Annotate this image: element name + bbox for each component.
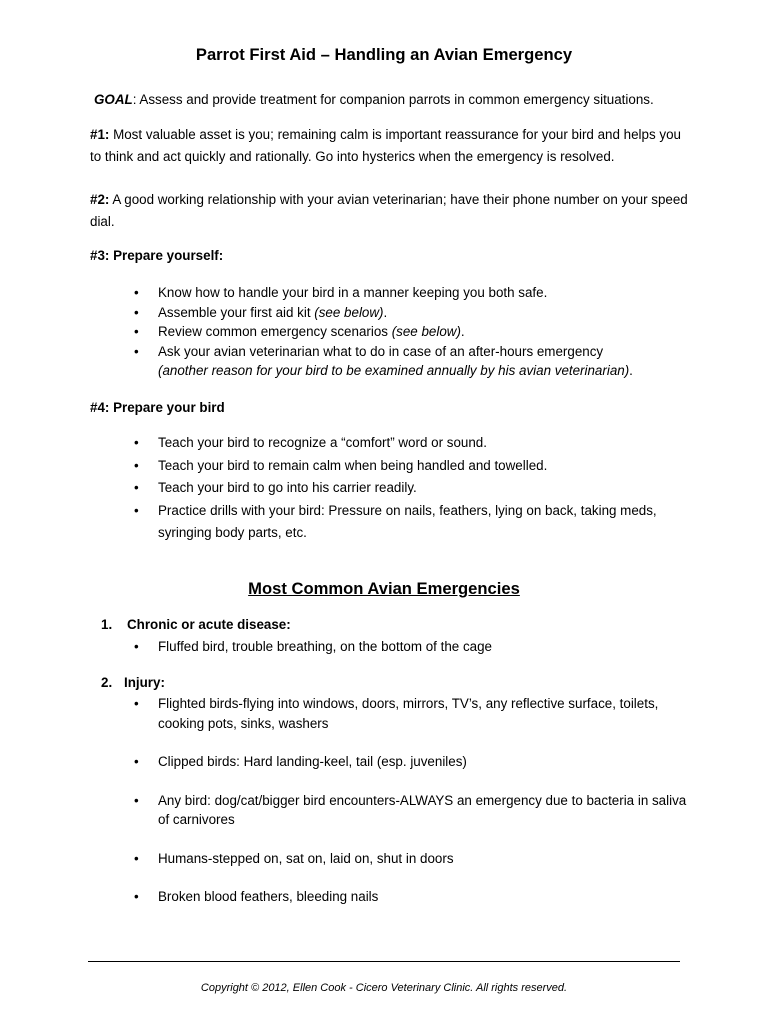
list-item: • Flighted birds-flying into windows, doors, mirrors, TV’s, any reflective surface, toilets, cooking pots, sinks, washers (134, 696, 659, 731)
goal-text: : Assess and provide treatment for companion parrots in common emergency situations. (132, 92, 654, 107)
list-item: • Teach your bird to remain calm when being handled and towelled. (134, 455, 694, 478)
list-item: • Broken blood feathers, bleeding nails (134, 887, 694, 907)
bullet-icon: • (134, 457, 139, 473)
list-item: • Assemble your first aid kit (see below). (134, 303, 694, 323)
bullet-icon: • (134, 480, 139, 495)
emergency-1-number: 1. (101, 617, 113, 632)
point-2-paragraph (90, 189, 690, 233)
point-4-heading: #4: Prepare your bird (90, 400, 225, 415)
list-item: • Ask your avian veterinarian what to do in case of an after-hours emergency (another reason for your bird to be examined annually by his avian veterinarian). (134, 343, 633, 378)
emergency-2-list (134, 694, 694, 907)
point-2-label: #2: (90, 192, 110, 207)
bullet-icon: • (134, 435, 139, 450)
list-item: • Teach your bird to go into his carrier readily. (134, 477, 694, 500)
point-1-text: Most valuable asset is you; remaining calm is important reassurance for your bird and helps you to think and act quickly and rationally. Go into hysterics when the emergency is resolved. (90, 127, 681, 164)
bullet-icon: • (134, 792, 139, 808)
emergency-2-number: 2. (101, 675, 113, 690)
emergency-1-title: Chronic or acute disease: (127, 617, 291, 632)
page-title: Parrot First Aid – Handling an Avian Emergency (195, 45, 573, 64)
bullet-icon: • (134, 889, 139, 904)
bullet-icon: • (134, 696, 139, 711)
list-item: • Clipped birds: Hard landing-keel, tail (esp. juveniles) (134, 752, 694, 772)
list-item: • Practice drills with your bird: Pressure on nails, feathers, lying on back, taking meds, syringing body parts, etc. (134, 500, 694, 545)
list-item: • Teach your bird to recognize a “comfort” word or sound. (134, 432, 694, 455)
point-3-heading: #3: Prepare yourself: (90, 248, 224, 263)
point-1-paragraph (90, 124, 690, 168)
bullet-icon: • (134, 324, 139, 339)
bullet-icon: • (134, 754, 139, 769)
point-2-text: A good working relationship with your avian veterinarian; have their phone number on your speed dial. (90, 192, 688, 229)
emergency-2-title: Injury: (124, 675, 165, 690)
list-item: • Humans-stepped on, sat on, laid on, shut in doors (134, 849, 694, 869)
bullet-icon: • (134, 343, 139, 359)
prepare-yourself-list (134, 283, 694, 381)
copyright-footer: Copyright © 2012, Ellen Cook - Cicero Veterinary Clinic. All rights reserved. (200, 982, 568, 994)
list-item: • Review common emergency scenarios (see below). (134, 322, 694, 342)
prepare-bird-list (134, 432, 694, 545)
point-1-label: #1: (90, 127, 110, 142)
bullet-icon: • (134, 850, 139, 866)
list-item: • Fluffed bird, trouble breathing, on the bottom of the cage (134, 637, 694, 657)
bullet-icon: • (134, 304, 139, 320)
goal-label: GOAL (94, 92, 133, 107)
list-item: • Any bird: dog/cat/bigger bird encounters-ALWAYS an emergency due to bacteria in saliva of carnivores (134, 792, 687, 827)
goal-paragraph (94, 89, 694, 111)
bullet-icon: • (134, 502, 139, 518)
emergency-1-list (134, 637, 694, 657)
section-heading: Most Common Avian Emergencies (248, 579, 520, 598)
bullet-icon: • (134, 285, 139, 300)
bullet-icon: • (134, 639, 139, 654)
footer-divider (88, 961, 680, 962)
list-item: • Know how to handle your bird in a manner keeping you both safe. (134, 283, 694, 303)
